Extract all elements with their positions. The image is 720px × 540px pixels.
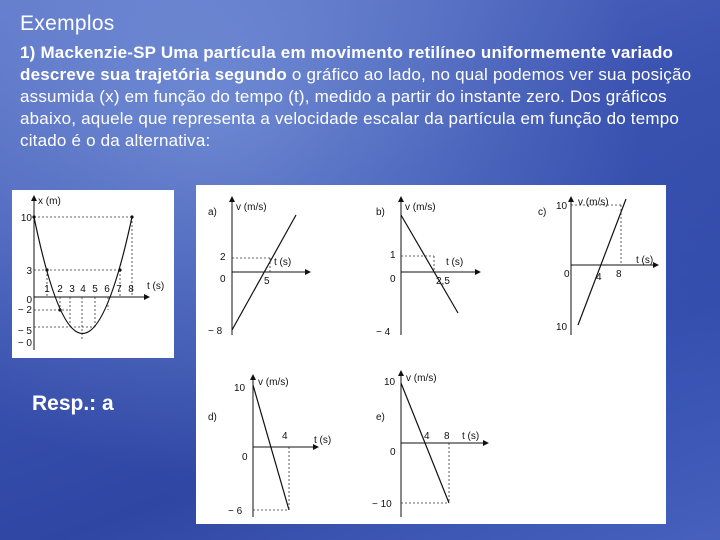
option-label: − 8 bbox=[208, 326, 223, 337]
option-letter: b) bbox=[376, 207, 385, 218]
option-label: 4 bbox=[424, 431, 430, 442]
option-y-label: v (m/s) bbox=[578, 197, 609, 208]
option-letter: d) bbox=[208, 412, 217, 423]
x-tick: 4 bbox=[80, 284, 86, 295]
option-x-label: t (s) bbox=[636, 255, 654, 266]
x-tick: 5 bbox=[92, 284, 98, 295]
x-tick: 1 bbox=[44, 284, 50, 295]
option-y-label: v (m/s) bbox=[236, 202, 267, 213]
option-y-label: v (m/s) bbox=[406, 373, 437, 384]
option-label: 0 bbox=[390, 447, 396, 458]
question-rest: o gráfico ao lado, no qual podemos ver sua posição assumida (x) em função do tempo (t), medido a partir do instante zero. Dos gráficos abaixo, aquele que representa a velocidade escalar da partícula em função do tempo citado é o da alternativa: bbox=[20, 65, 692, 150]
x-tick: 3 bbox=[69, 284, 75, 295]
option-label: 0 bbox=[220, 274, 226, 285]
option-label: − 4 bbox=[376, 327, 391, 338]
option-label: − 6 bbox=[228, 506, 243, 517]
x-tick: 8 bbox=[128, 284, 134, 295]
x-tick: 6 bbox=[104, 284, 110, 295]
option-label: − 10 bbox=[372, 499, 392, 510]
x-tick: 7 bbox=[116, 284, 122, 295]
option-b-graph bbox=[376, 199, 478, 338]
option-label: 5 bbox=[264, 276, 270, 287]
options-graphs bbox=[196, 185, 666, 524]
option-label: 10 bbox=[556, 322, 568, 333]
option-label: 8 bbox=[616, 269, 622, 280]
option-label: 10 bbox=[384, 377, 396, 388]
option-letter: c) bbox=[538, 207, 547, 218]
option-label: 1 bbox=[390, 250, 396, 261]
option-label: 10 bbox=[234, 383, 246, 394]
option-a-graph bbox=[208, 199, 308, 337]
position-curve bbox=[34, 217, 132, 334]
position-graph-panel bbox=[12, 190, 174, 358]
x-tick: 2 bbox=[57, 284, 63, 295]
option-letter: e) bbox=[376, 412, 385, 423]
option-label: 4 bbox=[596, 272, 602, 283]
position-x-label: t (s) bbox=[147, 281, 165, 292]
option-x-label: t (s) bbox=[314, 435, 332, 446]
y-tick: 10 bbox=[20, 213, 32, 224]
option-label: 10 bbox=[556, 201, 568, 212]
option-x-label: t (s) bbox=[446, 257, 464, 268]
option-label: 2,5 bbox=[436, 276, 450, 287]
answer-text: Resp.: a bbox=[32, 392, 114, 415]
option-label: 2 bbox=[220, 252, 226, 263]
y-tick: − 0 bbox=[17, 338, 32, 349]
option-e-graph bbox=[372, 373, 486, 517]
option-label: 0 bbox=[242, 452, 248, 463]
option-y-label: v (m/s) bbox=[258, 377, 289, 388]
y-tick: 3 bbox=[26, 266, 32, 277]
option-label: 8 bbox=[444, 431, 450, 442]
option-letter: a) bbox=[208, 207, 217, 218]
option-y-label: v (m/s) bbox=[405, 202, 436, 213]
position-graph bbox=[12, 190, 174, 358]
option-x-label: t (s) bbox=[274, 257, 292, 268]
question-bold: 1) Mackenzie-SP Uma partícula em movimento retilíneo uniformemente variado descreve sua trajetória segundo bbox=[20, 43, 674, 84]
y-tick: − 5 bbox=[17, 326, 32, 337]
option-label: 4 bbox=[282, 431, 288, 442]
option-label: 0 bbox=[564, 269, 570, 280]
options-panel bbox=[196, 185, 666, 524]
option-label: 0 bbox=[390, 274, 396, 285]
option-c-graph bbox=[538, 197, 656, 335]
slide-title: Exemplos bbox=[20, 12, 115, 35]
position-y-label: x (m) bbox=[38, 196, 61, 207]
y-tick: − 2 bbox=[17, 305, 32, 316]
option-x-label: t (s) bbox=[462, 431, 480, 442]
option-d-graph bbox=[208, 377, 331, 517]
y-tick: 0 bbox=[26, 295, 32, 306]
question-text bbox=[20, 42, 712, 152]
